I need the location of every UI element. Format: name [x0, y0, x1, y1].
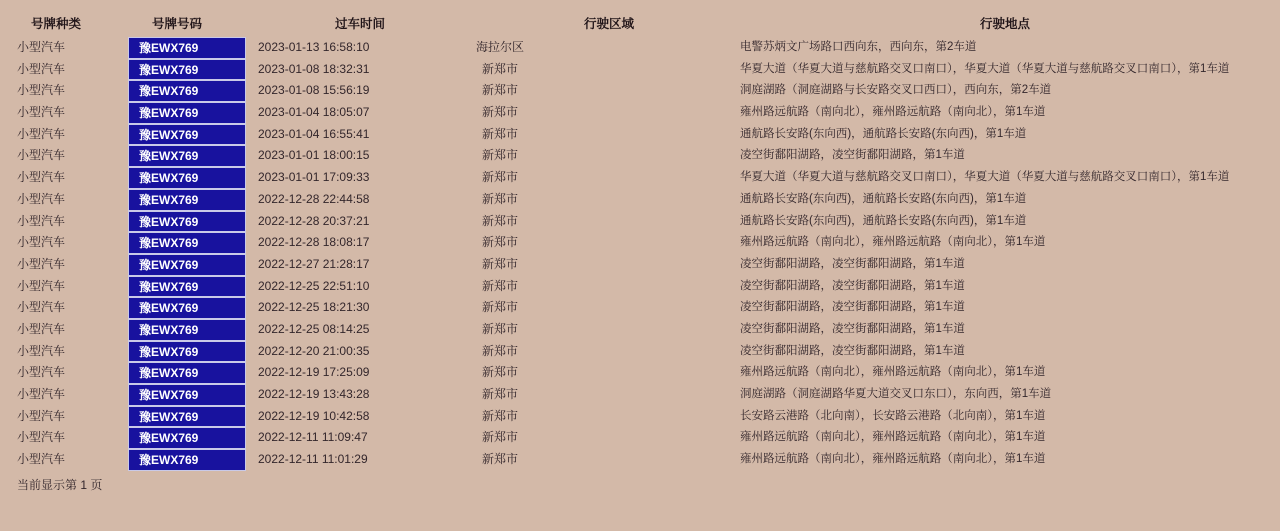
plate-type-cell: 小型汽车 — [17, 300, 66, 315]
region-cell: 新郑市 — [481, 278, 518, 293]
table-row — [0, 37, 1280, 59]
region-cell: 新郑市 — [481, 300, 518, 315]
location-cell: 凌空街鄱阳湖路，凌空街鄱阳湖路，第1车道 — [740, 149, 965, 162]
plate-type-cell: 小型汽车 — [17, 61, 66, 76]
plate-number-cell[interactable]: 豫EWX769 — [128, 362, 246, 384]
plate-number-cell[interactable]: 豫EWX769 — [128, 319, 246, 341]
table-row — [0, 341, 1280, 363]
plate-number-cell[interactable]: 豫EWX769 — [128, 102, 246, 124]
location-cell: 雍州路远航路（南向北），雍州路远航路（南向北），第1车道 — [740, 236, 1046, 249]
pass-time-cell: 2023-01-01 17:09:33 — [258, 170, 370, 185]
table-row — [0, 167, 1280, 189]
table-row — [0, 124, 1280, 146]
pass-time-cell: 2022-12-20 21:00:35 — [258, 343, 370, 358]
location-cell: 华夏大道（华夏大道与慈航路交叉口南口），华夏大道（华夏大道与慈航路交叉口南口），第1车道 — [740, 171, 1230, 184]
table-row — [0, 80, 1280, 102]
location-cell: 雍州路远航路（南向北），雍州路远航路（南向北），第1车道 — [740, 366, 1046, 379]
plate-type-cell: 小型汽车 — [17, 387, 66, 401]
location-cell: 凌空街鄱阳湖路，凌空街鄱阳湖路，第1车道 — [740, 301, 965, 314]
pass-time-cell: 2022-12-11 11:01:29 — [258, 452, 368, 467]
plate-type-cell: 小型汽车 — [17, 213, 66, 228]
plate-number-cell[interactable]: 豫EWX769 — [128, 406, 246, 428]
location-cell: 通航路长安路(东向西)，通航路长安路(东向西)，第1车道 — [740, 214, 1027, 227]
plate-type-cell: 小型汽车 — [17, 430, 66, 445]
pass-time-cell: 2022-12-25 08:14:25 — [258, 321, 370, 336]
column-header-location: 行驶地点 — [979, 17, 1031, 31]
table-row — [0, 211, 1280, 233]
location-cell: 洞庭湖路（洞庭湖路与长安路交叉口西口），西向东，第2车道 — [740, 84, 1052, 97]
table-row — [0, 362, 1280, 384]
table-row — [0, 145, 1280, 167]
location-cell: 凌空街鄱阳湖路，凌空街鄱阳湖路，第1车道 — [740, 344, 965, 357]
pass-time-cell: 2022-12-19 13:43:28 — [258, 387, 370, 401]
table-row — [0, 254, 1280, 276]
location-cell: 凌空街鄱阳湖路，凌空街鄱阳湖路，第1车道 — [740, 257, 965, 270]
pass-time-cell: 2022-12-25 18:21:30 — [258, 300, 370, 315]
location-cell: 雍州路远航路（南向北），雍州路远航路（南向北），第1车道 — [740, 106, 1046, 119]
location-cell: 洞庭湖路（洞庭湖路华夏大道交叉口东口），东向西，第1车道 — [740, 388, 1052, 400]
pass-time-cell: 2022-12-19 17:25:09 — [258, 365, 370, 380]
column-header-plate-type: 号牌种类 — [30, 17, 82, 31]
table-row — [0, 406, 1280, 428]
region-cell: 新郑市 — [481, 213, 518, 228]
plate-number-cell[interactable]: 豫EWX769 — [128, 189, 246, 211]
pass-time-cell: 2022-12-19 10:42:58 — [258, 408, 370, 423]
pass-time-cell: 2023-01-08 18:32:31 — [258, 61, 370, 76]
plate-number-cell[interactable]: 豫EWX769 — [128, 341, 246, 363]
pass-time-cell: 2022-12-27 21:28:17 — [258, 256, 370, 271]
table-row — [0, 427, 1280, 449]
plate-type-cell: 小型汽车 — [17, 321, 66, 336]
region-cell: 新郑市 — [481, 105, 518, 120]
location-cell: 凌空街鄱阳湖路，凌空街鄱阳湖路，第1车道 — [740, 279, 965, 292]
region-cell: 新郑市 — [481, 321, 518, 336]
table-row — [0, 449, 1280, 471]
plate-number-cell[interactable]: 豫EWX769 — [128, 145, 246, 167]
region-cell: 新郑市 — [481, 83, 518, 98]
plate-type-cell: 小型汽车 — [17, 452, 66, 467]
location-cell: 凌空街鄱阳湖路，凌空街鄱阳湖路，第1车道 — [740, 322, 965, 335]
plate-type-cell: 小型汽车 — [17, 83, 66, 98]
pass-time-cell: 2023-01-13 16:58:10 — [258, 40, 370, 54]
region-cell: 新郑市 — [481, 452, 518, 467]
table-row — [0, 276, 1280, 298]
region-cell: 新郑市 — [481, 170, 518, 185]
pass-time-cell: 2022-12-25 22:51:10 — [258, 278, 370, 293]
plate-number-cell[interactable]: 豫EWX769 — [128, 384, 246, 406]
plate-type-cell: 小型汽车 — [17, 191, 66, 206]
pass-time-cell: 2022-12-28 18:08:17 — [258, 235, 370, 250]
plate-number-cell[interactable]: 豫EWX769 — [128, 124, 246, 146]
plate-type-cell: 小型汽车 — [17, 365, 66, 380]
plate-number-cell[interactable]: 豫EWX769 — [128, 232, 246, 254]
pass-time-cell: 2022-12-28 22:44:58 — [258, 191, 370, 206]
region-cell: 新郑市 — [481, 191, 518, 206]
plate-type-cell: 小型汽车 — [17, 126, 66, 141]
region-cell: 新郑市 — [481, 430, 518, 445]
location-cell: 长安路云港路（北向南），长安路云港路（北向南），第1车道 — [740, 409, 1046, 422]
region-cell: 海拉尔区 — [475, 40, 524, 54]
table-row — [0, 59, 1280, 81]
location-cell: 电警苏炳文广场路口西向东，西向东，第2车道 — [740, 41, 977, 53]
table-row — [0, 384, 1280, 406]
pass-time-cell: 2023-01-01 18:00:15 — [258, 148, 370, 163]
plate-type-cell: 小型汽车 — [17, 278, 66, 293]
region-cell: 新郑市 — [481, 148, 518, 163]
table-row — [0, 319, 1280, 341]
plate-number-cell[interactable]: 豫EWX769 — [128, 211, 246, 233]
plate-type-cell: 小型汽车 — [17, 256, 66, 271]
region-cell: 新郑市 — [481, 408, 518, 423]
location-cell: 雍州路远航路（南向北），雍州路远航路（南向北），第1车道 — [740, 453, 1046, 466]
plate-type-cell: 小型汽车 — [17, 105, 66, 120]
region-cell: 新郑市 — [481, 235, 518, 250]
plate-type-cell: 小型汽车 — [17, 170, 66, 185]
plate-type-cell: 小型汽车 — [17, 148, 66, 163]
plate-number-cell[interactable]: 豫EWX769 — [128, 167, 246, 189]
location-cell: 雍州路远航路（南向北），雍州路远航路（南向北），第1车道 — [740, 431, 1046, 444]
plate-type-cell: 小型汽车 — [17, 235, 66, 250]
pass-time-cell: 2023-01-08 15:56:19 — [258, 83, 370, 98]
column-header-region: 行驶区域 — [583, 17, 635, 31]
region-cell: 新郑市 — [481, 343, 518, 358]
plate-number-cell[interactable]: 豫EWX769 — [128, 427, 246, 449]
location-cell: 通航路长安路(东向西)，通航路长安路(东向西)，第1车道 — [740, 127, 1027, 140]
table-row — [0, 297, 1280, 319]
region-cell: 新郑市 — [481, 387, 518, 401]
plate-number-cell[interactable]: 豫EWX769 — [128, 297, 246, 319]
pass-time-cell: 2022-12-28 20:37:21 — [258, 213, 370, 228]
plate-type-cell: 小型汽车 — [17, 408, 66, 423]
location-cell: 通航路长安路(东向西)，通航路长安路(东向西)，第1车道 — [740, 192, 1027, 205]
plate-number-cell[interactable]: 豫EWX769 — [128, 80, 246, 102]
pass-time-cell: 2023-01-04 18:05:07 — [258, 105, 370, 120]
pass-time-cell: 2022-12-11 11:09:47 — [258, 430, 368, 445]
table-row — [0, 232, 1280, 254]
table-row — [0, 102, 1280, 124]
plate-number-cell[interactable]: 豫EWX769 — [128, 254, 246, 276]
plate-number-cell[interactable]: 豫EWX769 — [128, 276, 246, 298]
plate-type-cell: 小型汽车 — [17, 40, 66, 54]
region-cell: 新郑市 — [481, 256, 518, 271]
column-header-pass-time: 过车时间 — [334, 17, 386, 31]
plate-number-cell[interactable]: 豫EWX769 — [128, 37, 246, 59]
table-body — [0, 37, 1280, 471]
region-cell: 新郑市 — [481, 126, 518, 141]
plate-number-cell[interactable]: 豫EWX769 — [128, 59, 246, 81]
table-row — [0, 189, 1280, 211]
plate-number-cell[interactable]: 豫EWX769 — [128, 449, 246, 471]
region-cell: 新郑市 — [481, 61, 518, 76]
column-header-plate-number: 号牌号码 — [151, 17, 203, 31]
region-cell: 新郑市 — [481, 365, 518, 380]
location-cell: 华夏大道（华夏大道与慈航路交叉口南口），华夏大道（华夏大道与慈航路交叉口南口），第1车道 — [740, 62, 1230, 75]
page-status: 当前显示第 1 页 — [17, 478, 103, 492]
pass-time-cell: 2023-01-04 16:55:41 — [258, 126, 370, 141]
plate-type-cell: 小型汽车 — [17, 343, 66, 358]
